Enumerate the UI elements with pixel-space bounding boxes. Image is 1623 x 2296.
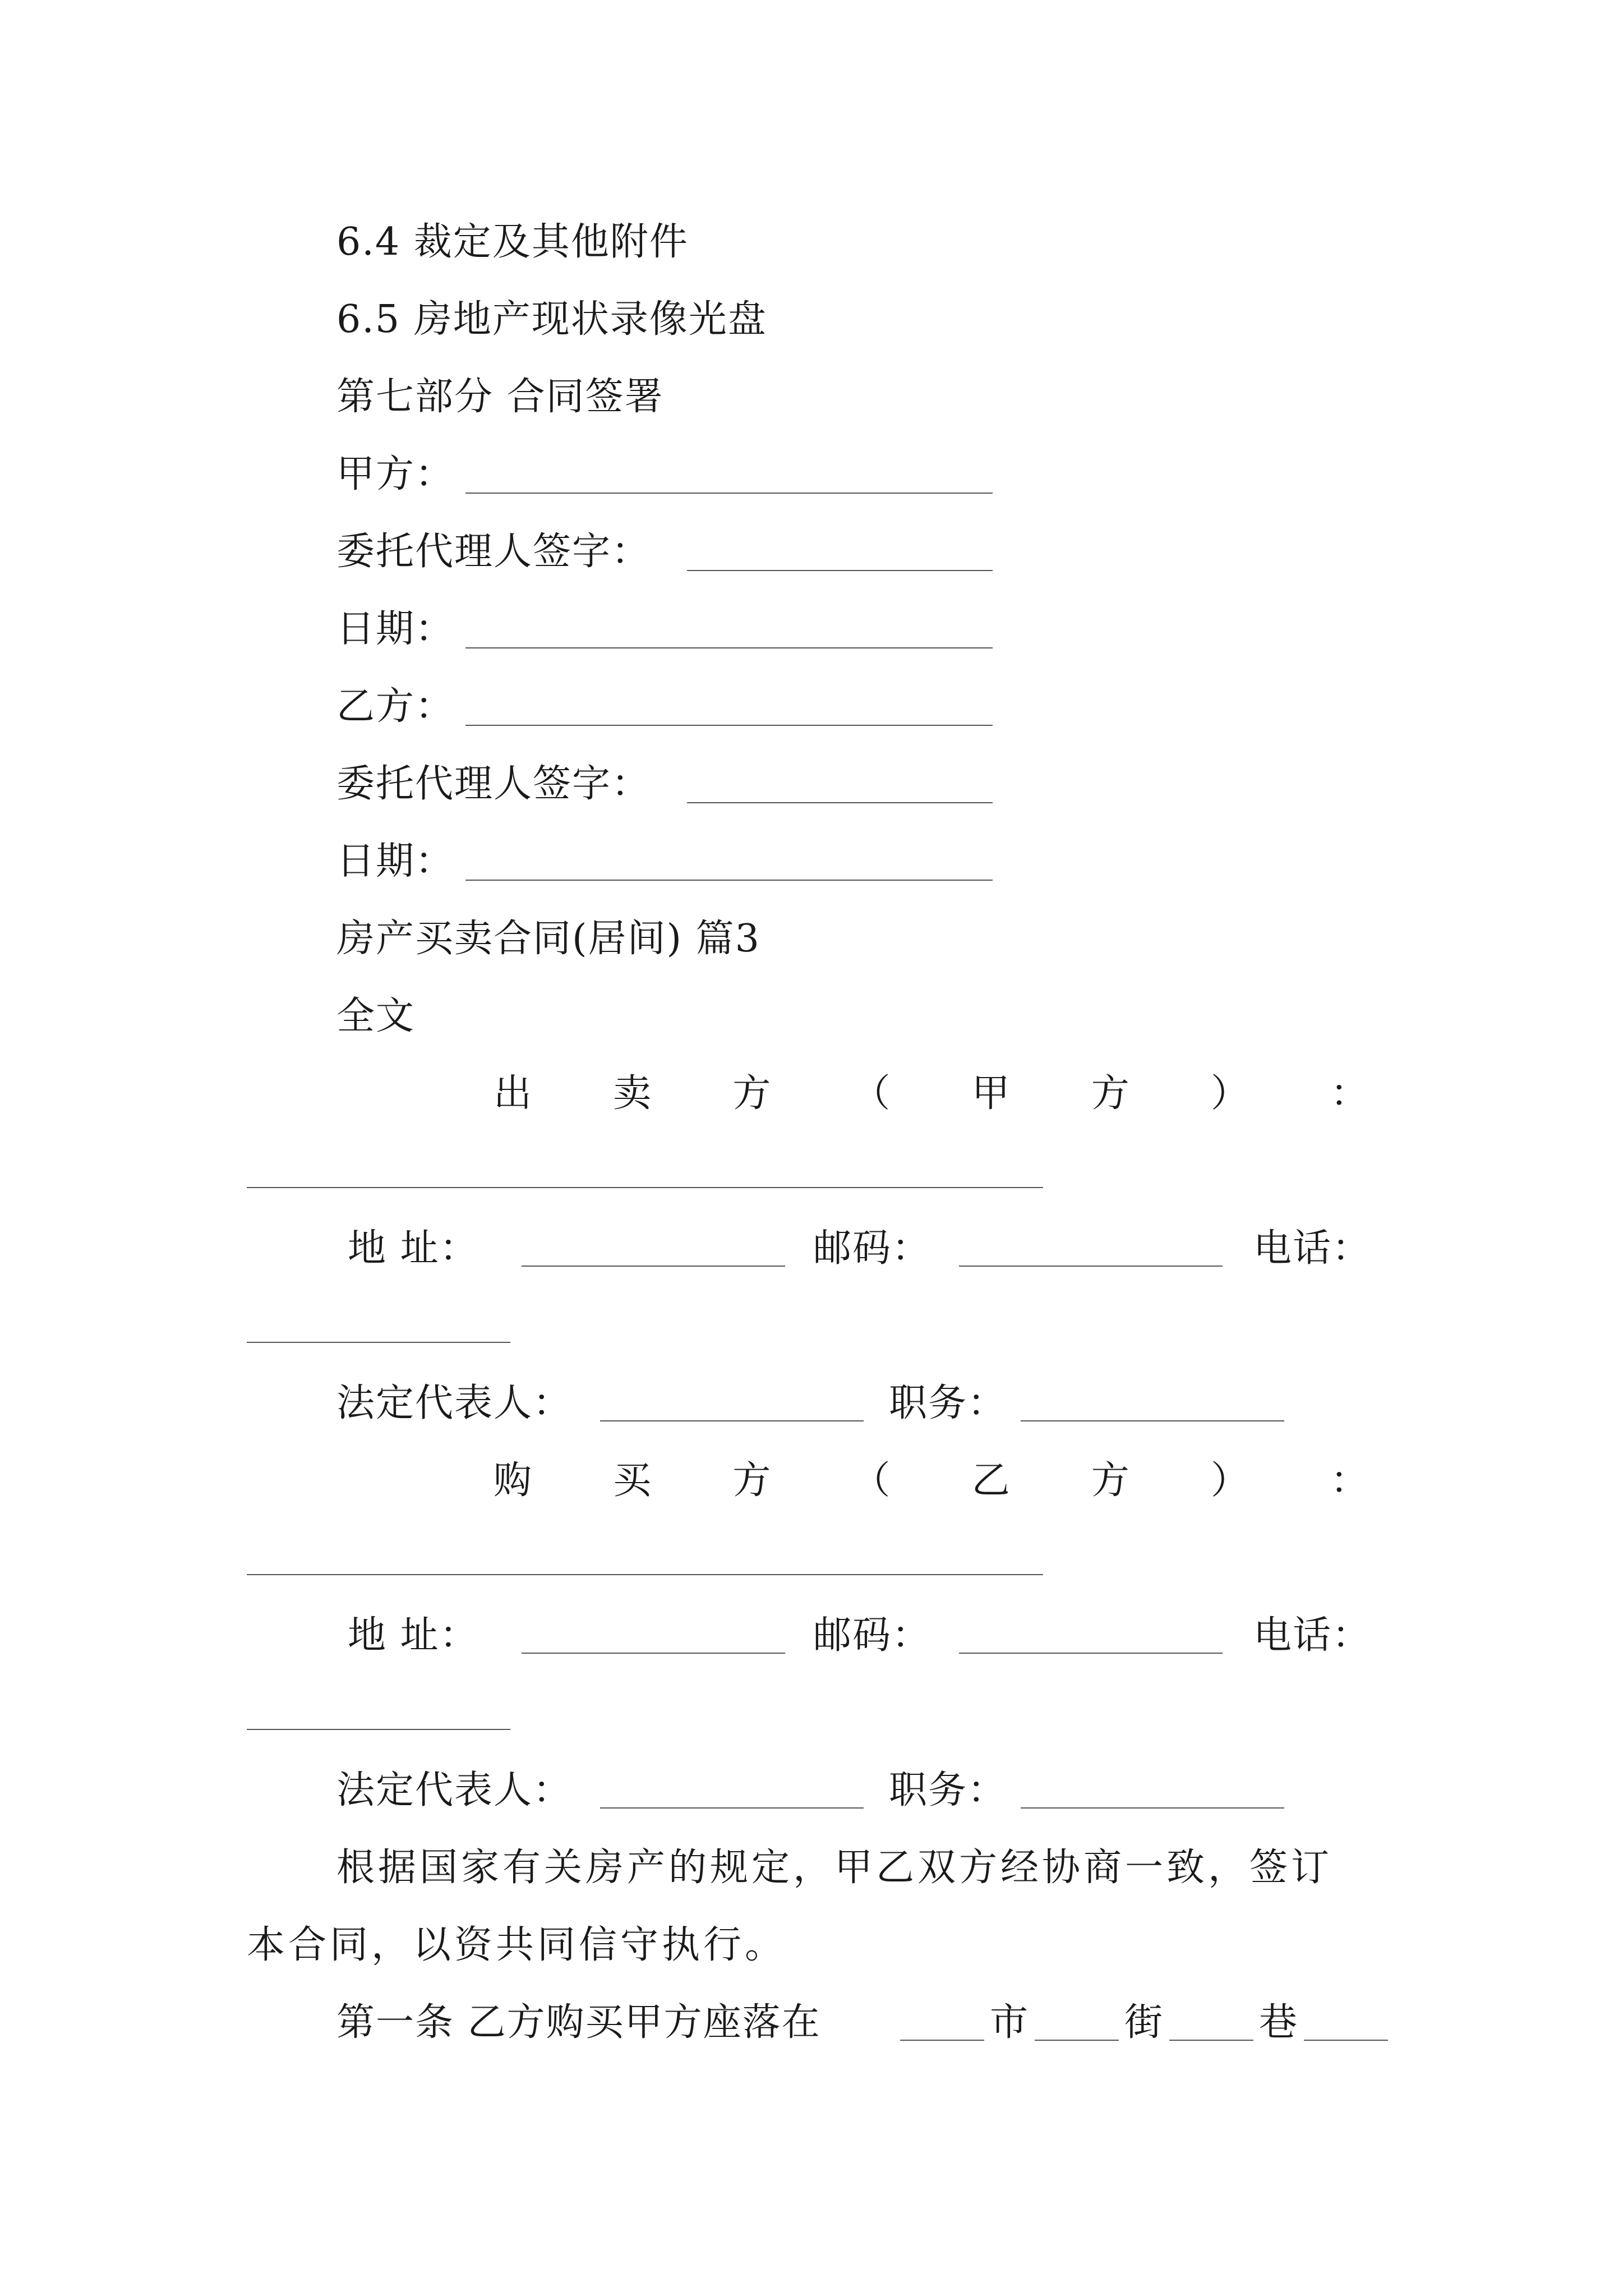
buyer-postcode-label: 邮码：: [813, 1613, 932, 1658]
buyer-heading-char: ：: [1330, 1458, 1368, 1503]
date-blank-b[interactable]: [465, 880, 993, 881]
seller-heading: [494, 1071, 1368, 1116]
seller-position-blank[interactable]: [1021, 1420, 1284, 1421]
buyer-heading-char: 方: [1091, 1458, 1129, 1503]
buyer-heading-char: 买: [613, 1458, 652, 1503]
seller-phone-label: 电话：: [1253, 1226, 1372, 1271]
article-1-city-blank[interactable]: [900, 2040, 984, 2041]
date-label-b: 日期：: [336, 839, 455, 884]
seller-heading-char: ）: [1210, 1071, 1249, 1116]
seller-postcode-blank[interactable]: [959, 1266, 1223, 1267]
article-1-city-label: 市: [990, 2000, 1030, 2045]
agent-sign-blank-b[interactable]: [687, 802, 993, 803]
buyer-legal-rep-blank[interactable]: [600, 1807, 864, 1809]
seller-postcode-label: 邮码：: [813, 1226, 932, 1271]
seller-phone-blank[interactable]: [247, 1342, 510, 1343]
buyer-heading-char: 乙: [971, 1458, 1010, 1503]
article-1-prefix: 第一条 乙方购买甲方座落在: [336, 2000, 821, 2045]
seller-heading-char: 出: [494, 1071, 532, 1116]
part-7-heading: 第七部分 合同签署: [336, 375, 664, 419]
buyer-phone-blank[interactable]: [247, 1729, 510, 1730]
buyer-position-blank[interactable]: [1021, 1807, 1284, 1809]
seller-address-blank[interactable]: [522, 1266, 785, 1267]
intro-paragraph-line-1: 根据国家有关房产的规定，甲乙双方经协商一致，签订: [336, 1846, 1333, 1890]
seller-heading-char: ：: [1330, 1071, 1368, 1116]
buyer-postcode-blank[interactable]: [959, 1653, 1223, 1654]
buyer-heading: [494, 1458, 1368, 1503]
article-1-lane-blank[interactable]: [1169, 2040, 1253, 2041]
agent-sign-label-b: 委托代理人签字：: [336, 762, 651, 806]
full-text-label: 全文: [336, 994, 416, 1038]
intro-paragraph-line-2: 本合同，以资共同信守执行。: [247, 1923, 787, 1967]
seller-address-label: 地 址：: [348, 1226, 479, 1271]
party-a-blank[interactable]: [465, 493, 993, 494]
party-b-label: 乙方：: [336, 684, 455, 729]
buyer-address-blank[interactable]: [522, 1653, 785, 1654]
agent-sign-label-a: 委托代理人签字：: [336, 530, 651, 574]
seller-heading-char: （: [852, 1071, 891, 1116]
seller-legal-rep-blank[interactable]: [600, 1420, 864, 1421]
article-1-street-label: 街: [1124, 2000, 1164, 2045]
buyer-heading-char: （: [852, 1458, 891, 1503]
buyer-position-label: 职务：: [889, 1768, 1007, 1812]
seller-heading-char: 甲: [971, 1071, 1010, 1116]
buyer-legal-rep-label: 法定代表人：: [336, 1768, 573, 1812]
date-blank-a[interactable]: [465, 647, 993, 648]
buyer-heading-char: 方: [732, 1458, 771, 1503]
seller-legal-rep-label: 法定代表人：: [336, 1381, 573, 1425]
article-1-street-blank[interactable]: [1035, 2040, 1119, 2041]
contract-title: 房产买卖合同(居间) 篇3: [336, 917, 760, 961]
buyer-heading-char: ）: [1210, 1458, 1249, 1503]
agent-sign-blank-a[interactable]: [687, 570, 993, 571]
seller-heading-char: 方: [732, 1071, 771, 1116]
seller-name-blank[interactable]: [247, 1187, 1043, 1188]
buyer-phone-label: 电话：: [1253, 1613, 1372, 1658]
buyer-heading-char: 购: [494, 1458, 532, 1503]
seller-heading-char: 卖: [613, 1071, 652, 1116]
party-a-label: 甲方：: [336, 452, 455, 496]
article-1-trailing-blank[interactable]: [1304, 2040, 1388, 2041]
party-b-blank[interactable]: [465, 725, 993, 726]
article-1-lane-label: 巷: [1259, 2000, 1299, 2045]
seller-heading-char: 方: [1091, 1071, 1129, 1116]
buyer-name-blank[interactable]: [247, 1574, 1043, 1575]
item-6-4: 6.4 裁定及其他附件: [336, 220, 689, 264]
item-6-5: 6.5 房地产现状录像光盘: [336, 297, 767, 342]
buyer-address-label: 地 址：: [348, 1613, 479, 1658]
date-label-a: 日期：: [336, 607, 455, 651]
seller-position-label: 职务：: [889, 1381, 1007, 1425]
